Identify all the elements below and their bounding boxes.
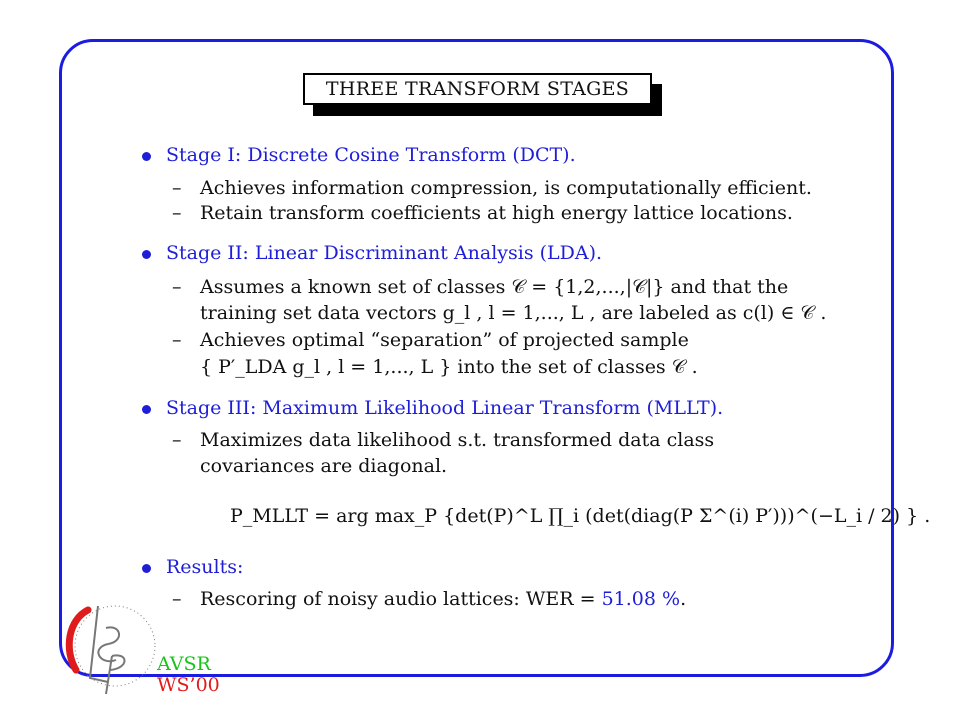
avsr-label: AVSR [157, 653, 211, 675]
stage-2-item-2-line-1: Achieves optimal “separation” of projected sample [200, 329, 689, 351]
results-suffix: . [680, 588, 687, 610]
bullet-icon [142, 250, 151, 259]
dash-icon: – [172, 202, 182, 224]
stage-1-item-2: Retain transform coefficients at high energy lattice locations. [200, 202, 793, 224]
results-item [200, 588, 686, 610]
lsp-logo-icon [60, 598, 170, 698]
results-text: Rescoring of noisy audio lattices: WER = [200, 588, 602, 610]
dash-icon: – [172, 588, 182, 610]
stage-3-item-1-line-2: covariances are diagonal. [200, 455, 448, 477]
bullet-icon [142, 405, 151, 414]
stage-2-item-2-line-2: { P′_LDA g_l , l = 1,..., L } into the set of classes 𝒞 . [200, 356, 698, 378]
mllt-formula: P_MLLT = arg max_P {det(P)^L ∏_i (det(diag(P Σ^(i) P′)))^(−L_i / 2) } . [230, 505, 931, 527]
bullet-icon [142, 564, 151, 573]
dash-icon: – [172, 276, 182, 298]
slide-title: THREE TRANSFORM STAGES [303, 73, 652, 105]
dash-icon: – [172, 329, 182, 351]
dash-icon: – [172, 429, 182, 451]
stage-1-heading: Stage I: Discrete Cosine Transform (DCT). [166, 144, 576, 166]
stage-2-heading: Stage II: Linear Discriminant Analysis (LDA). [166, 242, 603, 264]
stage-2-item-1-line-2: training set data vectors g_l , l = 1,..., L , are labeled as c(l) ∈ 𝒞 . [200, 302, 827, 324]
stage-1-item-1: Achieves information compression, is computationally efficient. [200, 177, 812, 199]
stage-2-item-1-line-1: Assumes a known set of classes 𝒞 = {1,2,...,|𝒞|} and that the [200, 276, 789, 298]
wer-value: 51.08 % [601, 588, 681, 610]
bullet-icon [142, 152, 151, 161]
results-heading: Results: [166, 556, 244, 578]
stage-3-heading: Stage III: Maximum Likelihood Linear Transform (MLLT). [166, 397, 724, 419]
dash-icon: – [172, 177, 182, 199]
workshop-label: WS’00 [157, 674, 220, 696]
stage-3-item-1-line-1: Maximizes data likelihood s.t. transformed data class [200, 429, 715, 451]
